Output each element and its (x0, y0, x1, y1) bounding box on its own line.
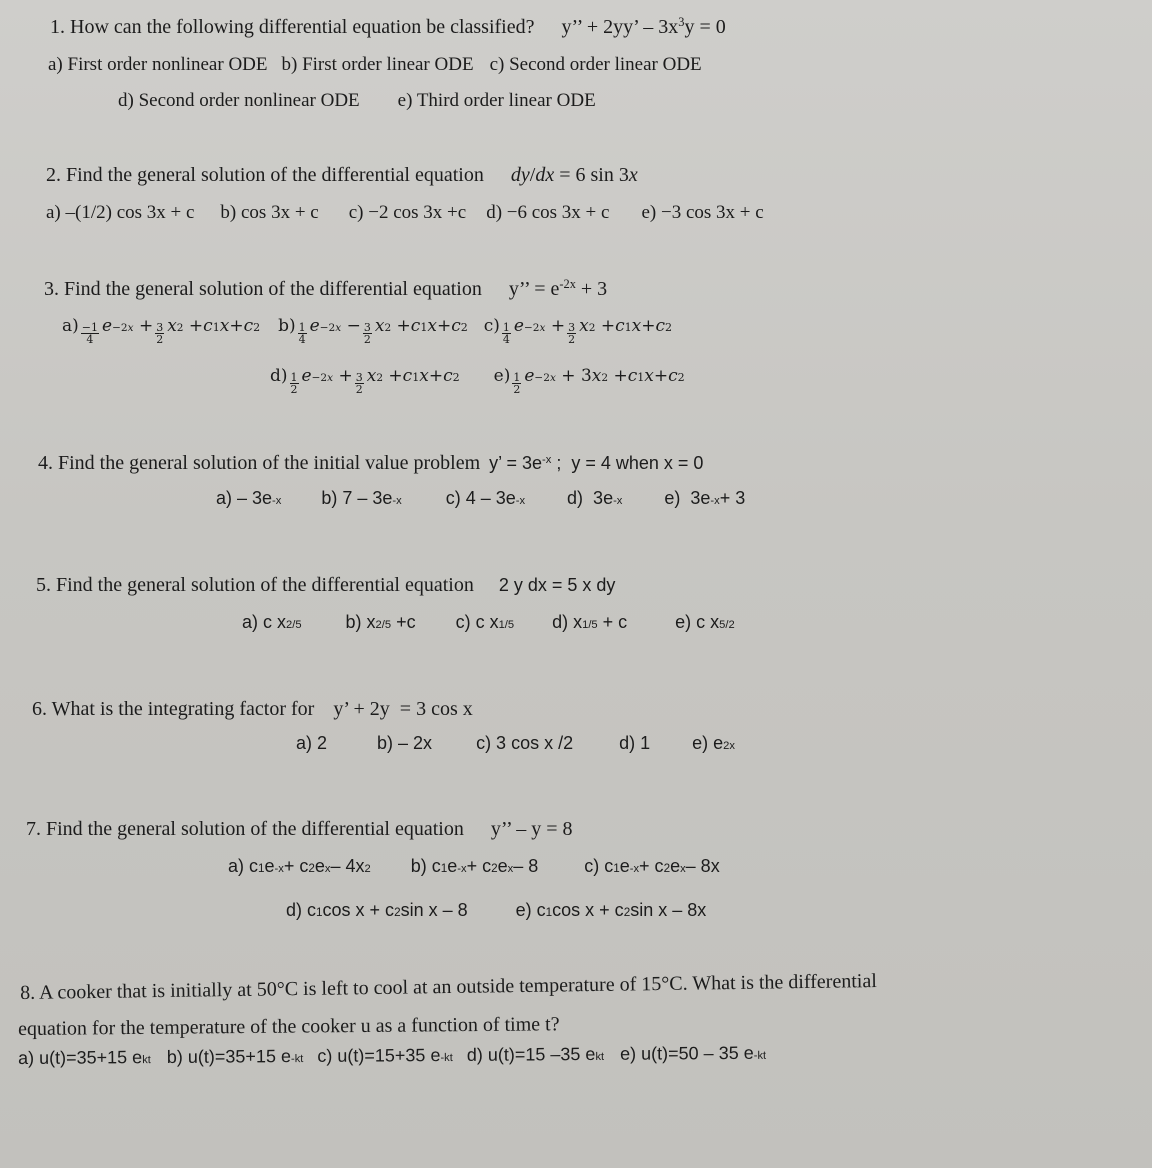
q8-option-a[interactable]: a) u(t)=35+15 e kt (18, 1047, 151, 1068)
q1-text: 1. How can the following differential equation be classified? (50, 16, 535, 38)
q1-option-a[interactable]: a) First order nonlinear ODE (48, 54, 268, 75)
q2-text: 2. Find the general solution of the differential equation (46, 164, 484, 186)
q3-text: 3. Find the general solution of the differential equation (44, 278, 482, 300)
q4-stem (38, 452, 703, 475)
q5-option-a[interactable]: a) c x 2/5 (242, 612, 302, 632)
q5-stem (36, 574, 615, 597)
q3-options-row1 (62, 316, 672, 345)
q6-option-d[interactable]: d) 1 (619, 733, 651, 753)
q2-option-a[interactable]: a) –(1/2) cos 3x + c (46, 202, 195, 223)
q4-option-b[interactable]: b) 7 – 3e -x (321, 488, 402, 508)
q7-option-e[interactable]: e) c 1 cos x + c 2 sin x – 8x (515, 900, 707, 920)
q2-option-d[interactable]: d) −6 cos 3x + c (486, 202, 610, 223)
q7-options-row1 (228, 856, 720, 877)
q6-stem (32, 698, 473, 721)
q3-option-a[interactable]: a) $\frac{-1}{4}$ e −2x + $\frac{3}{2}$ x 2 + c 1 x + c 2 (62, 316, 261, 346)
q6-text: 6. What is the integrating factor for (32, 698, 315, 720)
q1-options-row2 (118, 90, 596, 112)
q2-equation: dy/dx = 6 sin 3x (510, 164, 638, 186)
q7-options-row2 (286, 900, 706, 921)
q7-option-d[interactable]: d) c 1 cos x + c 2 sin x – 8 (286, 900, 468, 920)
q3-option-b[interactable]: b) $\frac{1}{4}$ e −2x − $\frac{3}{2}$ x 2 + c 1 x + c 2 (278, 316, 468, 346)
q1-option-e[interactable]: e) Third order linear ODE (397, 90, 596, 111)
q2-stem (46, 164, 638, 187)
q8-option-c[interactable]: c) u(t)=15+35 e -kt (317, 1045, 453, 1066)
q7-equation: y’’ – y = 8 (490, 818, 573, 840)
q3-options-row2 (270, 366, 685, 395)
q8-option-d[interactable]: d) u(t)=15 –35 e kt (466, 1043, 605, 1065)
q2-option-e[interactable]: e) −3 cos 3x + c (641, 202, 764, 223)
q6-equation: y’ + 2y = 3 cos x (333, 698, 473, 720)
q3-option-c[interactable]: c) $\frac{1}{4}$ e −2x + $\frac{3}{2}$ x 2 + c 1 x + c 2 (483, 316, 673, 346)
q4-equation: y’ = $3e^{-x}$ ; y = 4 when x = 0 (489, 453, 704, 473)
q3-option-e[interactable]: e) $\frac{1}{2}$ e −2x + 3 x 2 + c 1 x + c 2 (493, 366, 685, 396)
q4-options (216, 488, 745, 509)
q4-text: 4. Find the general solution of the initial value problem (38, 452, 481, 474)
q8-option-e[interactable]: e) u(t)=50 – 35 e -kt (620, 1042, 767, 1064)
q1-equation: y’’ + 2yy’ – $3x^3y = 0$ (561, 15, 726, 38)
q7-text: 7. Find the general solution of the differential equation (26, 818, 464, 840)
q1-option-d[interactable]: d) Second order nonlinear ODE (118, 90, 360, 111)
q7-option-a[interactable]: a) c 1 e -x + c 2 e x – 4x 2 (228, 856, 371, 876)
q5-text: 5. Find the general solution of the differential equation (36, 574, 474, 596)
q6-option-a[interactable]: a) 2 (296, 733, 328, 753)
q7-option-b[interactable]: b) c 1 e -x + c 2 e x – 8 (410, 856, 539, 876)
q2-option-c[interactable]: c) −2 cos 3x +c (348, 202, 467, 223)
q4-option-e[interactable]: e) 3e -x + 3 (664, 488, 746, 508)
q2-option-b[interactable]: b) cos 3x + c (220, 202, 319, 223)
q8-stem-line1: 8. A cooker that is initially at 50°C is left to cool at an outside temperature of 15°C. What is the differential (20, 970, 877, 1004)
q8-options (18, 1043, 766, 1069)
q6-option-e[interactable]: e) e 2x (692, 733, 735, 753)
q1-option-b[interactable]: b) First order linear ODE (281, 54, 474, 75)
q8-stem-line2: equation for the temperature of the cooker u as a function of time t? (18, 1013, 560, 1040)
q3-stem (44, 278, 607, 301)
q6-options (296, 733, 735, 754)
q5-option-b[interactable]: b) x 2/5 +c (345, 612, 416, 632)
q7-option-c[interactable]: c) c 1 e -x + c 2 e x – 8x (584, 856, 720, 876)
q5-options (242, 612, 735, 633)
q1-options-row1 (48, 54, 702, 76)
q3-option-d[interactable]: d) $\frac{1}{2}$ e −2x + $\frac{3}{2}$ x 2 + c 1 x + c 2 (270, 366, 460, 396)
q7-stem (26, 818, 573, 841)
q1-stem (50, 16, 726, 39)
q3-equation: y’’ = $e^{-2x} + 3$ (508, 277, 608, 300)
q6-option-b[interactable]: b) – 2x (377, 733, 433, 753)
q5-option-c[interactable]: c) c x 1/5 (455, 612, 515, 632)
q4-option-d[interactable]: d) 3e -x (567, 488, 623, 508)
q4-option-c[interactable]: c) 4 – 3e -x (445, 488, 526, 508)
q5-option-e[interactable]: e) c x 5/2 (675, 612, 735, 632)
q2-options (46, 202, 764, 224)
q5-equation: 2 y dx = 5 x dy (498, 575, 616, 595)
q5-option-d[interactable]: d) x 1/5 + c (552, 612, 628, 632)
q8-option-b[interactable]: b) u(t)=35+15 e -kt (166, 1046, 304, 1067)
q4-option-a[interactable]: a) – 3e -x (216, 488, 282, 508)
q6-option-c[interactable]: c) 3 cos x /2 (476, 733, 574, 753)
q1-option-c[interactable]: c) Second order linear ODE (489, 54, 702, 75)
